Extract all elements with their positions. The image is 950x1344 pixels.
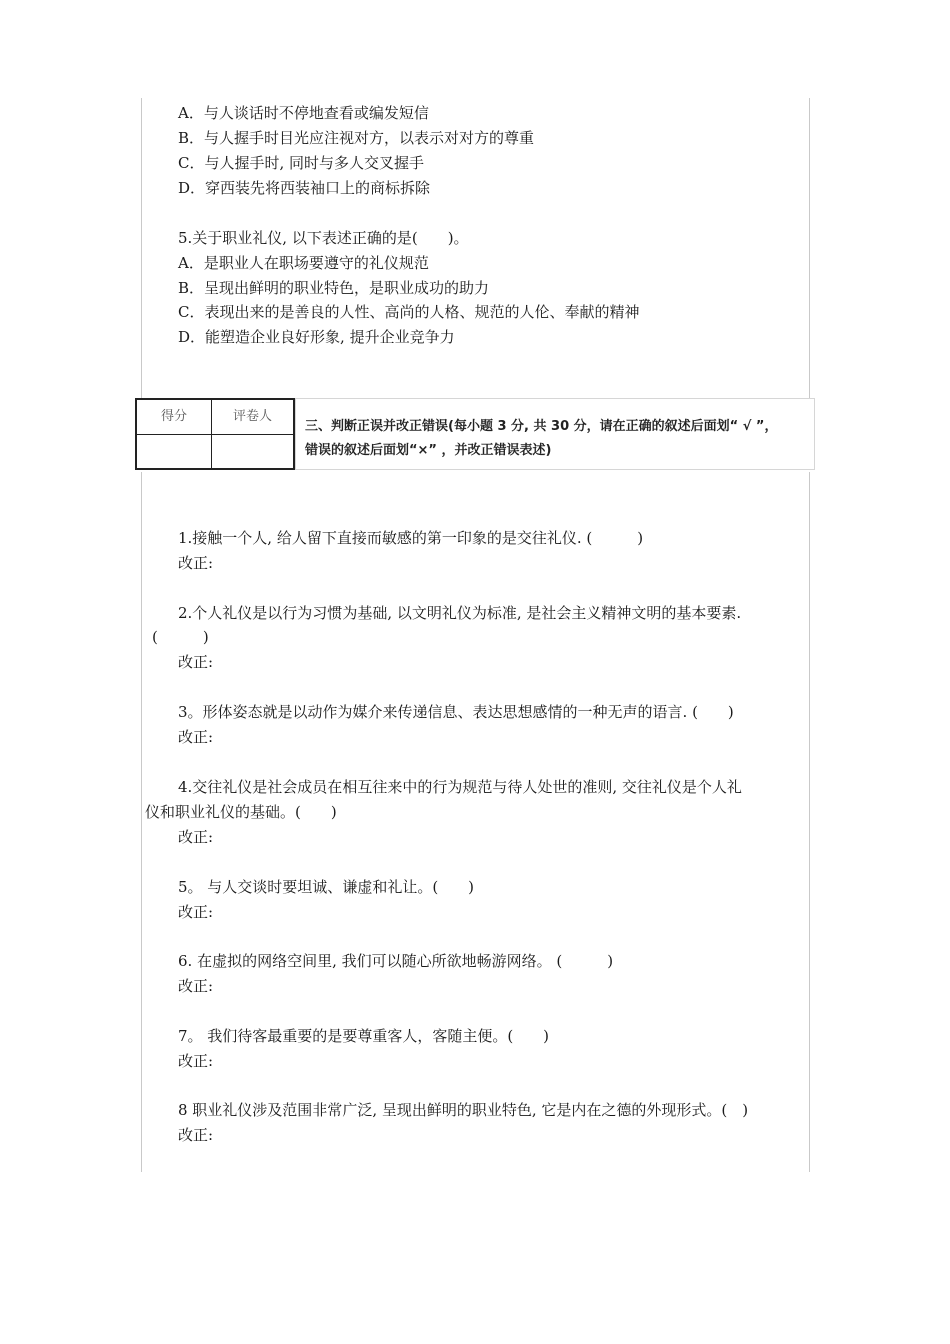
q5-stem: 5.关于职业礼仪, 以下表述正确的是( )。 bbox=[178, 229, 469, 247]
correction-label-7: 改正: bbox=[178, 1052, 214, 1070]
grader-input-cell[interactable] bbox=[212, 435, 293, 468]
score-table bbox=[135, 398, 295, 470]
grader-label: 评卷人 bbox=[232, 409, 272, 424]
tf-item-1: 1.接触一个人, 给人留下直接而敏感的第一印象的是交往礼仪. ( ) bbox=[178, 529, 644, 547]
q5-option-b: B．呈现出鲜明的职业特色，是职业成功的助力 bbox=[178, 279, 490, 297]
q5-option-c: C．表现出来的是善良的人性、高尚的人格、规范的人伦、奉献的精神 bbox=[178, 303, 640, 321]
tf-item-2-line-1: 2.个人礼仪是以行为习惯为基础, 以文明礼仪为标准, 是社会主义精神文明的基本要素. bbox=[178, 604, 742, 622]
score-label: 得分 bbox=[160, 409, 187, 424]
q5-option-d: D．能塑造企业良好形象, 提升企业竞争力 bbox=[178, 328, 455, 346]
page-border-left-top bbox=[141, 98, 142, 398]
correction-label-4: 改正: bbox=[178, 828, 214, 846]
page-border-left-bottom bbox=[141, 472, 142, 1172]
q4-option-a: A．与人谈话时不停地查看或编发短信 bbox=[178, 104, 429, 122]
tf-item-4-line-2: 仪和职业礼仪的基础。( ) bbox=[145, 803, 337, 821]
correction-label-8: 改正: bbox=[178, 1126, 214, 1144]
correction-label-3: 改正: bbox=[178, 728, 214, 746]
correction-label-1: 改正: bbox=[178, 554, 214, 572]
section-3-title-line-1: 三、判断正误并改正错误(每小题 3 分, 共 30 分，请在正确的叙述后面划“ √ ”， bbox=[305, 419, 778, 434]
tf-item-2-line-2: ( ) bbox=[152, 628, 209, 646]
q4-option-c: C．与人握手时, 同时与多人交叉握手 bbox=[178, 154, 425, 172]
correction-label-2: 改正: bbox=[178, 653, 214, 671]
q4-option-d: D．穿西装先将西装袖口上的商标拆除 bbox=[178, 179, 431, 197]
correction-label-5: 改正: bbox=[178, 903, 214, 921]
correction-label-6: 改正: bbox=[178, 977, 214, 995]
page-border-right-top bbox=[809, 98, 810, 398]
tf-item-8: 8 职业礼仪涉及范围非常广泛, 呈现出鲜明的职业特色, 它是内在之德的外现形式。( ) bbox=[178, 1101, 749, 1119]
tf-item-4-line-1: 4.交往礼仪是社会成员在相互往来中的行为规范与待人处世的准则, 交往礼仪是个人礼 bbox=[178, 778, 742, 796]
tf-item-6: 6. 在虚拟的网络空间里, 我们可以随心所欲地畅游网络。 ( ) bbox=[178, 952, 614, 970]
tf-item-5: 5。 与人交谈时要坦诚、谦虚和礼让。( ) bbox=[178, 878, 475, 896]
page-border-right-bottom bbox=[809, 472, 810, 1172]
q4-option-b: B．与人握手时目光应注视对方，以表示对对方的尊重 bbox=[178, 129, 535, 147]
q5-option-a: A．是职业人在职场要遵守的礼仪规范 bbox=[178, 254, 429, 272]
section-3-title-line-2: 错误的叙述后面划“×” ，并改正错误表述) bbox=[305, 443, 552, 458]
score-input-cell[interactable] bbox=[137, 435, 211, 468]
tf-item-3: 3。形体姿态就是以动作为媒介来传递信息、表达思想感情的一种无声的语言. ( ) bbox=[178, 703, 734, 721]
tf-item-7: 7。 我们待客最重要的是要尊重客人，客随主便。( ) bbox=[178, 1027, 550, 1045]
